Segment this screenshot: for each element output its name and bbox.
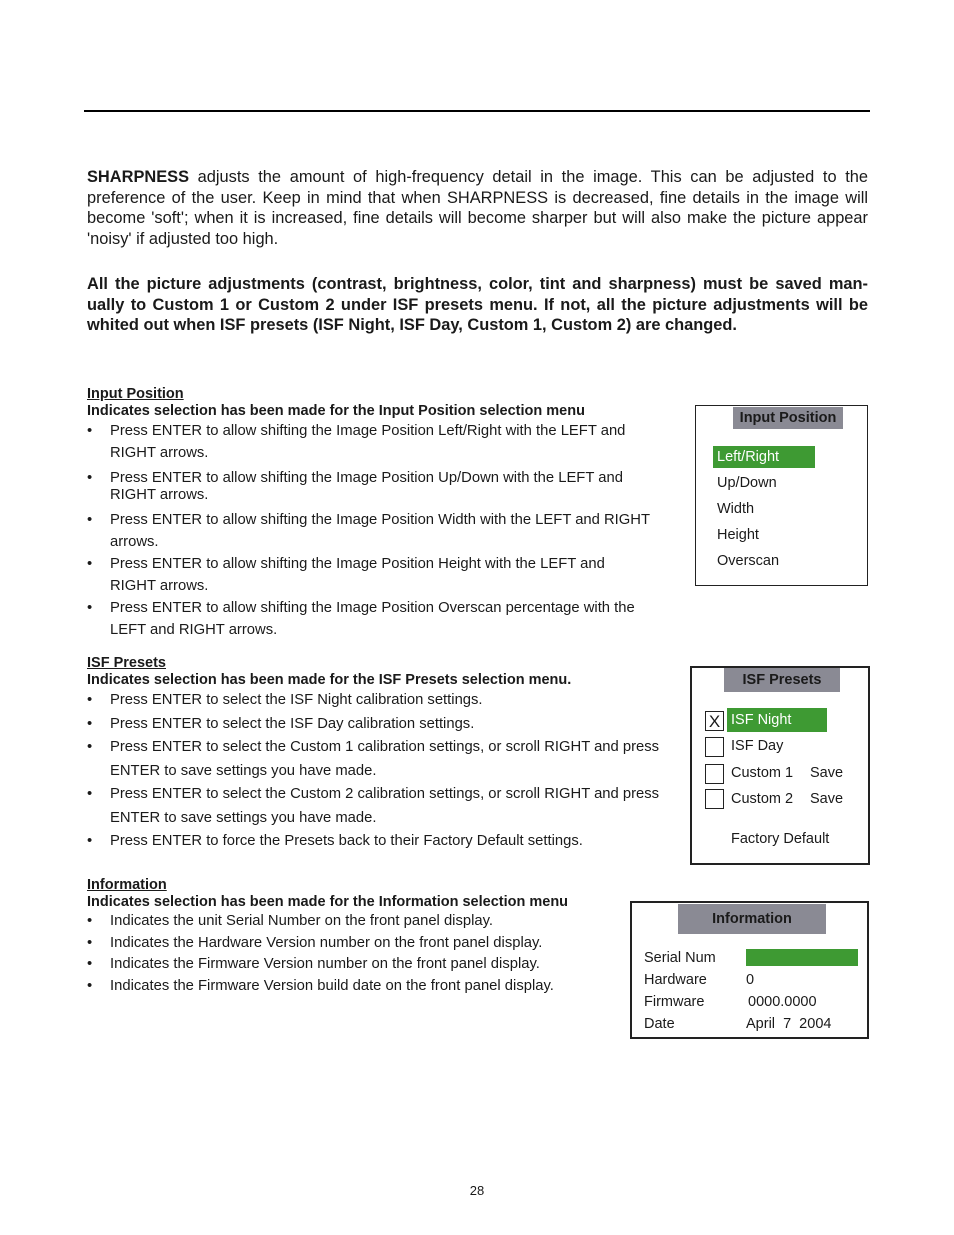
menu-item-isf-night[interactable]: ISF Night (727, 708, 827, 732)
list-item: • Indicates the Hardware Version number on the front panel display. (87, 934, 543, 951)
section-subtitle: Indicates selection has been made for the Information selection menu (87, 894, 569, 910)
bullet-list (87, 420, 652, 641)
checkbox-custom-2[interactable] (705, 789, 724, 809)
sharpness-lead: SHARPNESS (87, 168, 190, 186)
menu-header: Information (678, 904, 826, 934)
menu-item-up-down[interactable]: Up/Down (717, 475, 777, 491)
section-subtitle: Indicates selection has been made for the Input Position selection menu (87, 403, 585, 419)
firmware-label: Firmware (644, 994, 705, 1010)
sharpness-text: adjusts the amount of high-frequency detail in the image. This can be adjusted to the preference of the user. Keep in mind that when SHARPNESS is decreased, fine details in the image will become 'soft'; when it is increased, fine details will become sharper but will also make the picture appear 'noisy' if adjusted too high. (87, 168, 868, 248)
firmware-value: 0000.0000 (748, 994, 817, 1010)
list-item: • Press ENTER to allow shifting the Image Position Left/Right with the LEFT and RIGHT arrows. (87, 423, 626, 461)
menu-item-width[interactable]: Width (717, 501, 755, 517)
header-rule (84, 110, 870, 112)
factory-default-button[interactable]: Factory Default (731, 831, 830, 847)
section-subtitle: Indicates selection has been made for the ISF Presets selection menu. (87, 672, 572, 688)
list-item: • Indicates the unit Serial Number on the front panel display. (87, 913, 494, 929)
list-item: • Indicates the Firmware Version number on the front panel display. (87, 956, 540, 972)
list-item: • Press ENTER to allow shifting the Image Position Up/Down with the LEFT and RIGHT arrows. (87, 470, 623, 503)
checkbox-custom-1[interactable] (705, 764, 724, 784)
sharpness-paragraph (87, 167, 868, 249)
hardware-label: Hardware (644, 972, 707, 988)
menu-item-height[interactable]: Height (717, 527, 759, 543)
list-item: • Press ENTER to allow shifting the Image Position Overscan percentage with the LEFT and RIGHT arrows. (87, 600, 635, 638)
section-title: ISF Presets (87, 655, 166, 671)
hardware-value: 0 (746, 972, 755, 988)
list-item: • Press ENTER to force the Presets back to their Factory Default settings. (87, 833, 583, 849)
page-number: 28 (469, 1183, 485, 1198)
menu-item-custom-2[interactable]: Custom 2 (731, 791, 794, 807)
date-label: Date (644, 1016, 675, 1032)
serial-num-value (746, 949, 858, 966)
save-note-paragraph: All the picture adjustments (contrast, brightness, color, tint and sharpness) must be saved man-ually to Custom 1 or Custom 2 under ISF presets menu. If not, all the picture adjustments will be whited out when ISF presets (ISF Night, ISF Day, Custom 1, Custom 2) are changed. (87, 275, 868, 334)
isf-presets-section (87, 655, 662, 854)
bullet-list (87, 689, 662, 854)
menu-header: ISF Presets (724, 668, 840, 692)
input-position-section (87, 386, 652, 641)
input-position-menu (695, 405, 868, 586)
information-section (87, 877, 627, 997)
menu-item-custom-1[interactable]: Custom 1 (731, 765, 794, 781)
list-item: • Press ENTER to select the ISF Day calibration settings. (87, 715, 475, 732)
menu-item-overscan[interactable]: Overscan (717, 553, 780, 569)
list-item: • Indicates the Firmware Version build date on the front panel display. (87, 977, 554, 994)
list-item: • Press ENTER to select the Custom 2 calibration settings, or scroll RIGHT and press ENTER to save settings you have made. (87, 786, 660, 826)
save-custom-1-button[interactable]: Save (810, 765, 844, 781)
save-custom-2-button[interactable]: Save (810, 791, 844, 807)
information-menu (630, 901, 869, 1039)
checkbox-isf-night[interactable]: X (705, 711, 724, 731)
list-item: • Press ENTER to select the Custom 1 calibration settings, or scroll RIGHT and press ENTER to save settings you have made. (87, 739, 660, 779)
menu-item-isf-day[interactable]: ISF Day (731, 738, 784, 754)
checkbox-isf-day[interactable] (705, 737, 724, 757)
bullet-list (87, 911, 627, 997)
list-item: • Press ENTER to allow shifting the Image Position Height with the LEFT and RIGHT arrows. (87, 556, 605, 594)
menu-item-left-right[interactable]: Left/Right (713, 446, 815, 468)
menu-header: Input Position (733, 407, 843, 429)
serial-num-label: Serial Num (644, 950, 716, 966)
list-item: • Press ENTER to select the ISF Night calibration settings. (87, 692, 483, 708)
isf-presets-menu (690, 666, 870, 865)
list-item: • Press ENTER to allow shifting the Image Position Width with the LEFT and RIGHT arrows. (87, 512, 650, 550)
section-title: Input Position (87, 386, 184, 402)
section-title: Information (87, 877, 167, 893)
date-value: April 7 2004 (746, 1016, 832, 1032)
